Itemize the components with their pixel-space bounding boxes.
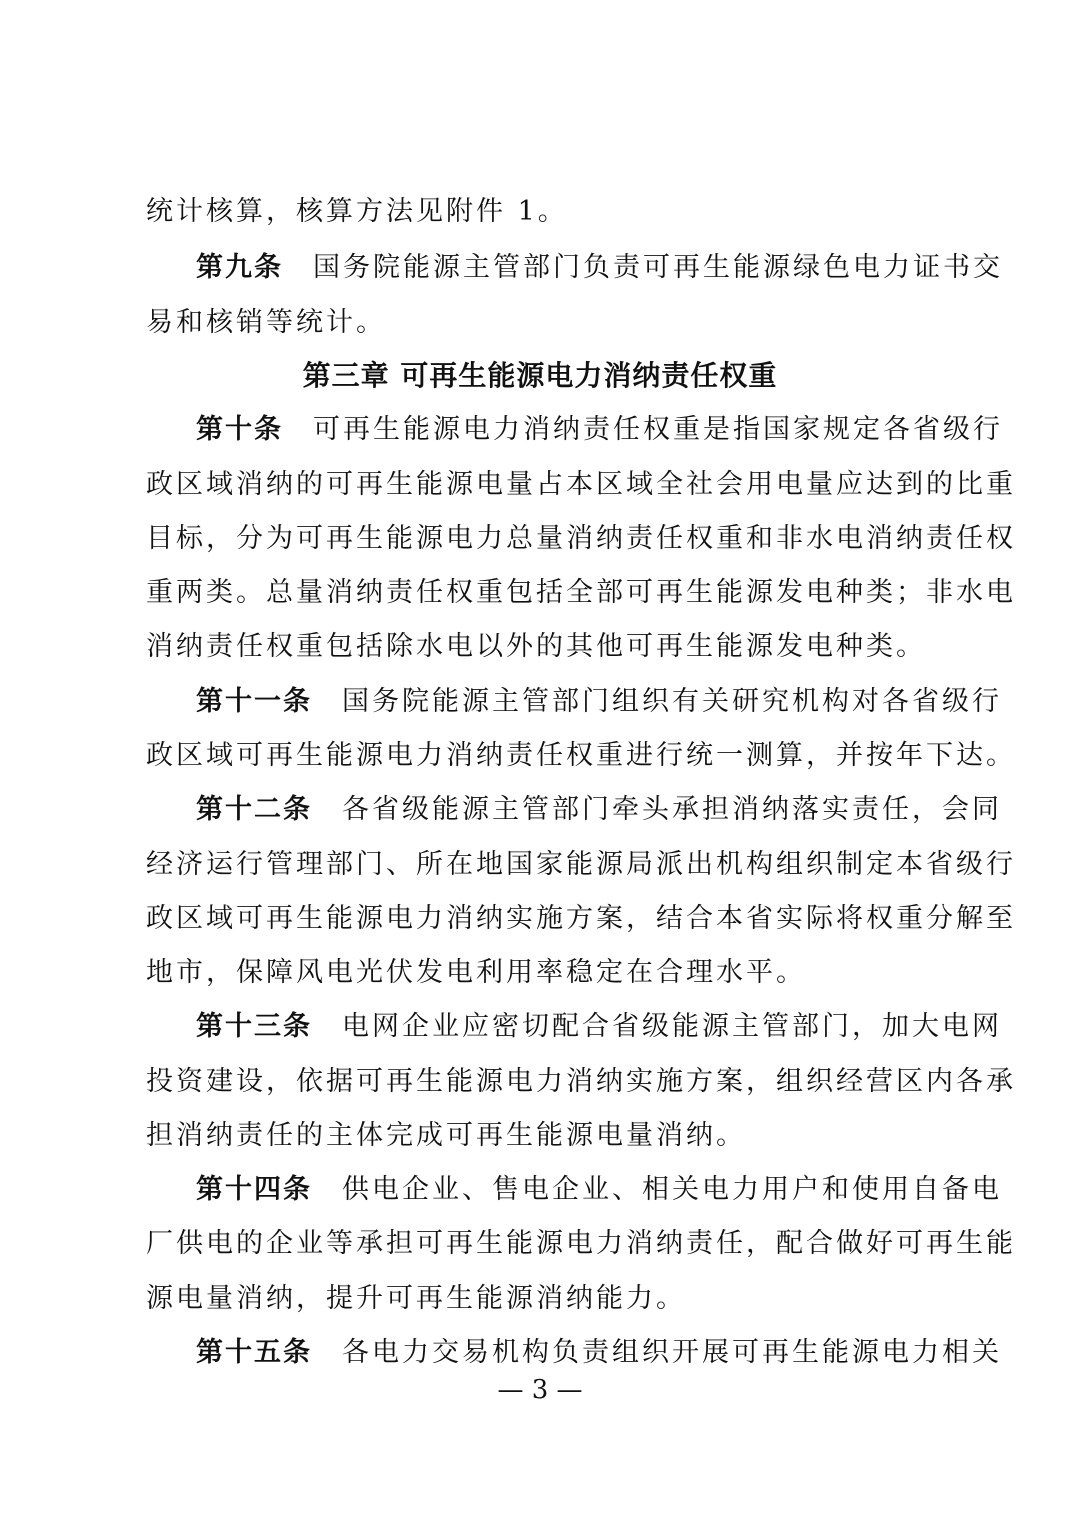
- article-13-line: [196, 1007, 1002, 1047]
- text-line: 政区域消纳的可再生能源电量占本区域全社会用电量应达到的比重: [146, 469, 1016, 500]
- text-line: 易和核销等统计。: [146, 307, 386, 338]
- article-15-line: [196, 1333, 1002, 1373]
- article-14-title: 第十四条: [196, 1174, 312, 1205]
- text-line: 目标，分为可再生能源电力总量消纳责任权重和非水电消纳责任权: [146, 523, 1016, 554]
- article-10-title: 第十条: [196, 414, 283, 445]
- article-11-line: [196, 682, 1002, 722]
- text-line: 担消纳责任的主体完成可再生能源电量消纳。: [146, 1120, 746, 1151]
- article-9-line: [196, 248, 1003, 288]
- text-span: 电网企业应密切配合省级能源主管部门，加大电网: [342, 1011, 1002, 1042]
- text-line: 政区域可再生能源电力消纳责任权重进行统一测算，并按年下达。: [146, 740, 1016, 771]
- text-line: 统计核算，核算方法见附件 1。: [146, 196, 568, 227]
- text-line: 政区域可再生能源电力消纳实施方案，结合本省实际将权重分解至: [146, 903, 1016, 934]
- article-12-title: 第十二条: [196, 794, 312, 825]
- text-span: 供电企业、售电企业、相关电力用户和使用自备电: [342, 1174, 1002, 1205]
- text-span: 各电力交易机构负责组织开展可再生能源电力相关: [342, 1337, 1002, 1368]
- text-span: 可再生能源电力消纳责任权重是指国家规定各省级行: [313, 414, 1003, 445]
- article-13-title: 第十三条: [196, 1011, 312, 1042]
- article-15-title: 第十五条: [196, 1337, 312, 1368]
- text-line: 地市，保障风电光伏发电利用率稳定在合理水平。: [146, 957, 806, 988]
- article-10-line: [196, 410, 1003, 450]
- article-14-line: [196, 1170, 1002, 1210]
- article-9-title: 第九条: [196, 252, 283, 283]
- text-span: 国务院能源主管部门组织有关研究机构对各省级行: [342, 686, 1002, 717]
- text-line: 厂供电的企业等承担可再生能源电力消纳责任，配合做好可再生能: [146, 1228, 1016, 1259]
- text-line: 源电量消纳，提升可再生能源消纳能力。: [146, 1283, 686, 1314]
- article-11-title: 第十一条: [196, 686, 312, 717]
- text-line: 投资建设，依据可再生能源电力消纳实施方案，组织经营区内各承: [146, 1066, 1016, 1097]
- text-line: 重两类。总量消纳责任权重包括全部可再生能源发电种类；非水电: [146, 577, 1016, 608]
- page-number: — 3 —: [497, 1375, 583, 1405]
- text-span: 国务院能源主管部门负责可再生能源绿色电力证书交: [313, 252, 1003, 283]
- article-12-line: [196, 790, 1002, 830]
- chapter-heading: 第三章 可再生能源电力消纳责任权重: [302, 359, 778, 392]
- text-span: 各省级能源主管部门牵头承担消纳落实责任，会同: [342, 794, 1002, 825]
- text-line: 消纳责任权重包括除水电以外的其他可再生能源发电种类。: [146, 631, 926, 662]
- text-line: 经济运行管理部门、所在地国家能源局派出机构组织制定本省级行: [146, 849, 1016, 880]
